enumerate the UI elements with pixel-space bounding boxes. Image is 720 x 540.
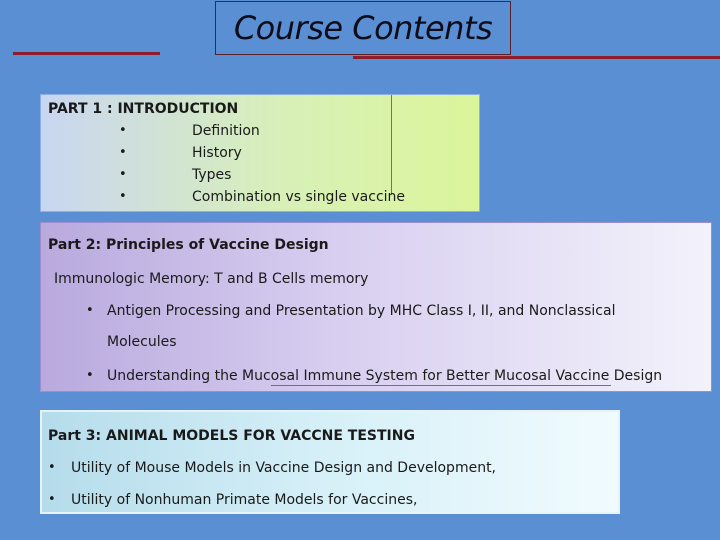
title-box — [215, 1, 511, 55]
bullet: • — [48, 460, 56, 475]
part1-box — [40, 94, 480, 212]
part2-item: Antigen Processing and Presentation by MHC Class I, II, and Nonclassical — [107, 303, 616, 319]
part1-heading: PART 1 : INTRODUCTION — [48, 101, 239, 117]
part2-item-continuation: Molecules — [107, 334, 177, 350]
bullet: • — [119, 167, 127, 182]
part3-item: Utility of Mouse Models in Vaccine Design and Development, — [71, 460, 497, 476]
part1-item: Combination vs single vaccine — [192, 189, 406, 205]
title-rule-right — [353, 56, 720, 59]
part3-box — [40, 410, 620, 514]
part2-subheading: Immunologic Memory: T and B Cells memory — [54, 271, 369, 287]
bullet: • — [86, 368, 94, 383]
part1-item: Types — [192, 167, 232, 183]
bullet: • — [119, 189, 127, 204]
part1-item: History — [192, 145, 242, 161]
bullet: • — [48, 492, 56, 507]
title-rule-left — [13, 52, 160, 55]
bullet: • — [86, 303, 94, 318]
bullet: • — [119, 123, 127, 138]
part2-item: Understanding the Mucosal Immune System for Better Mucosal Vaccine Design — [107, 368, 663, 384]
part2-heading: Part 2: Principles of Vaccine Design — [48, 237, 329, 253]
part3-item: Utility of Nonhuman Primate Models for Vaccines, — [71, 492, 418, 508]
page-title: Course Contents — [233, 9, 493, 47]
part3-heading: Part 3: ANIMAL MODELS FOR VACCNE TESTING — [48, 428, 415, 444]
part1-item: Definition — [192, 123, 260, 139]
part1-divider — [391, 95, 392, 195]
part2-box — [40, 222, 712, 392]
bullet: • — [119, 145, 127, 160]
part2-underline — [271, 385, 611, 386]
